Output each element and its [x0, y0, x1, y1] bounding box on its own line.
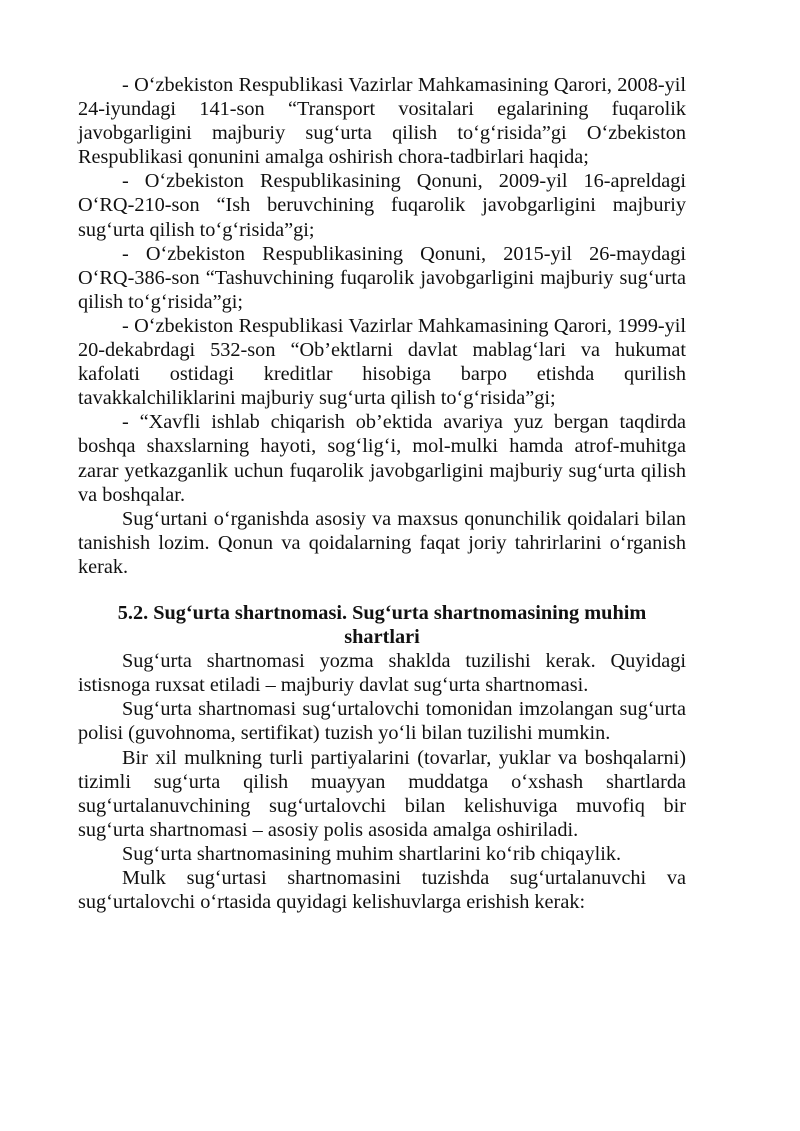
- document-page: [78, 73, 686, 914]
- section-heading-line1: 5.2. Sug‘urta shartnomasi. Sug‘urta shartnomasining muhim: [117, 601, 647, 624]
- body-paragraph-policy: Sug‘urta shartnomasi sug‘urtalovchi tomonidan imzolangan sug‘urta polisi (guvohnoma, sertifikat) tuzish yo‘li bilan tuzilishi mumkin.: [78, 698, 686, 745]
- body-paragraph-study-note: Sug‘urtani o‘rganishda asosiy va maxsus qonunchilik qoidalari bilan tanishish lozim. Qonun va qoidalarning faqat joriy tahrirlarini o‘rganish kerak.: [78, 507, 686, 578]
- list-item-law-2009: - O‘zbekiston Respublikasining Qonuni, 2009-yil 16-apreldagi O‘RQ-210-son “Ish beruvchining fuqarolik javobgarligini majburiy sug‘urta qilish to‘g‘risida”gi;: [78, 170, 686, 241]
- list-item-law-2015: - O‘zbekiston Respublikasining Qonuni, 2015-yil 26-maydagi O‘RQ-386-son “Tashuvchining fuqarolik javobgarligini majburiy sug‘urta qilish to‘g‘risida”gi;: [78, 242, 686, 313]
- body-paragraph-general-policy: Bir xil mulkning turli partiyalarini (tovarlar, yuklar va boshqalarni) tizimli sug‘urta qilish muayyan muddatga o‘xshash shartlarda sug‘urtalanuvchining sug‘urtalovchi bilan kelishuviga muvofiq bir sug‘urta shartnomasi – asosiy polis asosida amalga oshiriladi.: [78, 746, 686, 841]
- list-item-hazardous-facilities: - “Xavfli ishlab chiqarish ob’ektida avariya yuz bergan taqdirda boshqa shaxslarning hayoti, sog‘lig‘i, mol-mulki hamda atrof-muhitga zarar yetkazganlik uchun fuqarolik javobgarligini majburiy sug‘urta qilish va boshqalar.: [78, 411, 686, 506]
- section-heading-line2: shartlari: [344, 626, 420, 649]
- section-heading: [78, 601, 686, 649]
- list-item-decree-2008: - O‘zbekiston Respublikasi Vazirlar Mahkamasining Qarori, 2008-yil 24-iyundagi 141-son “Transport vositalari egalarining fuqarolik javobgarligini majburiy sug‘urta qilish to‘g‘risida”gi O‘zbekiston Respublikasi qonunini amalga oshirish chora-tadbirlari haqida;: [78, 74, 686, 169]
- body-paragraph-property-insurance: Mulk sug‘urtasi shartnomasini tuzishda sug‘urtalanuvchi va sug‘urtalovchi o‘rtasida quyidagi kelishuvlarga erishish kerak:: [78, 867, 686, 914]
- list-item-decree-1999: - O‘zbekiston Respublikasi Vazirlar Mahkamasining Qarori, 1999-yil 20-dekabrdagi 532-son “Ob’ektlarni davlat mablag‘lari va hukumat kafolati ostidagi kreditlar hisobiga barpo etishda qurilish tavakkalchiliklarini majburiy sug‘urta qilish to‘g‘risida”gi;: [78, 314, 686, 410]
- body-paragraph-written-form: Sug‘urta shartnomasi yozma shaklda tuzilishi kerak. Quyidagi istisnoga ruxsat etiladi – majburiy davlat sug‘urta shartnomasi.: [78, 650, 686, 697]
- body-paragraph-essential-terms: Sug‘urta shartnomasining muhim shartlarini ko‘rib chiqaylik.: [122, 842, 622, 865]
